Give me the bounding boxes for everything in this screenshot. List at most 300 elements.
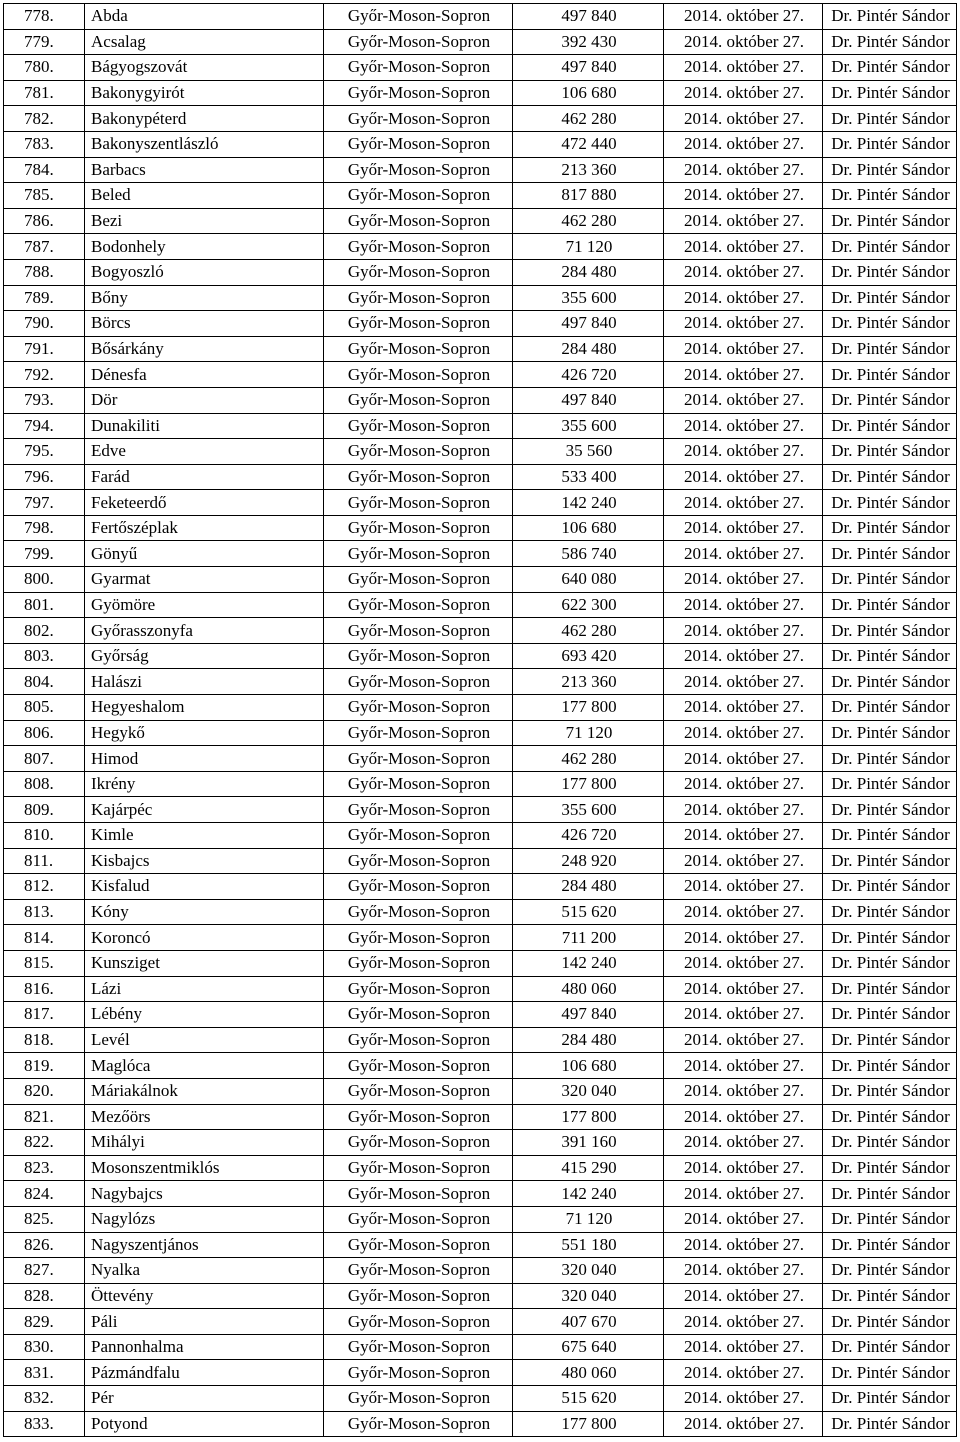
amount-value: 177 800 bbox=[513, 1104, 664, 1130]
county-name: Győr-Moson-Sopron bbox=[324, 490, 513, 516]
row-number: 831. bbox=[4, 1360, 85, 1386]
date-value: 2014. október 27. bbox=[664, 1283, 823, 1309]
signatory-name: Dr. Pintér Sándor bbox=[823, 874, 957, 900]
date-value: 2014. október 27. bbox=[664, 464, 823, 490]
date-value: 2014. október 27. bbox=[664, 439, 823, 465]
date-value: 2014. október 27. bbox=[664, 1104, 823, 1130]
row-number: 814. bbox=[4, 925, 85, 951]
table-row bbox=[4, 515, 957, 541]
county-name: Győr-Moson-Sopron bbox=[324, 874, 513, 900]
date-value: 2014. október 27. bbox=[664, 925, 823, 951]
county-name: Győr-Moson-Sopron bbox=[324, 29, 513, 55]
settlement-name: Kajárpéc bbox=[85, 797, 324, 823]
settlement-name: Bakonypéterd bbox=[85, 106, 324, 132]
amount-value: 551 180 bbox=[513, 1232, 664, 1258]
table-row bbox=[4, 1360, 957, 1386]
settlement-name: Beled bbox=[85, 183, 324, 209]
amount-value: 415 290 bbox=[513, 1155, 664, 1181]
county-name: Győr-Moson-Sopron bbox=[324, 1078, 513, 1104]
row-number: 812. bbox=[4, 874, 85, 900]
signatory-name: Dr. Pintér Sándor bbox=[823, 1155, 957, 1181]
date-value: 2014. október 27. bbox=[664, 1130, 823, 1156]
county-name: Győr-Moson-Sopron bbox=[324, 106, 513, 132]
county-name: Győr-Moson-Sopron bbox=[324, 695, 513, 721]
county-name: Győr-Moson-Sopron bbox=[324, 771, 513, 797]
date-value: 2014. október 27. bbox=[664, 823, 823, 849]
settlement-name: Kimle bbox=[85, 823, 324, 849]
table-row bbox=[4, 413, 957, 439]
table-row bbox=[4, 848, 957, 874]
amount-value: 640 080 bbox=[513, 567, 664, 593]
county-name: Győr-Moson-Sopron bbox=[324, 234, 513, 260]
settlement-name: Hegyeshalom bbox=[85, 695, 324, 721]
date-value: 2014. október 27. bbox=[664, 362, 823, 388]
amount-value: 462 280 bbox=[513, 746, 664, 772]
county-name: Győr-Moson-Sopron bbox=[324, 1206, 513, 1232]
settlement-name: Barbacs bbox=[85, 157, 324, 183]
row-number: 807. bbox=[4, 746, 85, 772]
settlement-name: Bogyoszló bbox=[85, 259, 324, 285]
settlement-name: Bőny bbox=[85, 285, 324, 311]
row-number: 802. bbox=[4, 618, 85, 644]
row-number: 830. bbox=[4, 1334, 85, 1360]
signatory-name: Dr. Pintér Sándor bbox=[823, 618, 957, 644]
amount-value: 213 360 bbox=[513, 669, 664, 695]
county-name: Győr-Moson-Sopron bbox=[324, 1360, 513, 1386]
table-row bbox=[4, 669, 957, 695]
signatory-name: Dr. Pintér Sándor bbox=[823, 439, 957, 465]
county-name: Győr-Moson-Sopron bbox=[324, 464, 513, 490]
table-row bbox=[4, 1283, 957, 1309]
date-value: 2014. október 27. bbox=[664, 746, 823, 772]
date-value: 2014. október 27. bbox=[664, 4, 823, 30]
row-number: 805. bbox=[4, 695, 85, 721]
date-value: 2014. október 27. bbox=[664, 695, 823, 721]
signatory-name: Dr. Pintér Sándor bbox=[823, 157, 957, 183]
date-value: 2014. október 27. bbox=[664, 490, 823, 516]
row-number: 794. bbox=[4, 413, 85, 439]
amount-value: 355 600 bbox=[513, 285, 664, 311]
amount-value: 515 620 bbox=[513, 1386, 664, 1412]
amount-value: 426 720 bbox=[513, 362, 664, 388]
amount-value: 355 600 bbox=[513, 413, 664, 439]
county-name: Győr-Moson-Sopron bbox=[324, 618, 513, 644]
signatory-name: Dr. Pintér Sándor bbox=[823, 541, 957, 567]
settlement-name: Hegykő bbox=[85, 720, 324, 746]
row-number: 825. bbox=[4, 1206, 85, 1232]
signatory-name: Dr. Pintér Sándor bbox=[823, 1283, 957, 1309]
signatory-name: Dr. Pintér Sándor bbox=[823, 387, 957, 413]
table-row bbox=[4, 592, 957, 618]
amount-value: 497 840 bbox=[513, 1002, 664, 1028]
settlement-name: Pannonhalma bbox=[85, 1334, 324, 1360]
county-name: Győr-Moson-Sopron bbox=[324, 899, 513, 925]
table-row bbox=[4, 874, 957, 900]
amount-value: 142 240 bbox=[513, 490, 664, 516]
amount-value: 142 240 bbox=[513, 1181, 664, 1207]
grant-table bbox=[3, 3, 957, 1437]
table-row bbox=[4, 950, 957, 976]
county-name: Győr-Moson-Sopron bbox=[324, 592, 513, 618]
table-row bbox=[4, 259, 957, 285]
table-row bbox=[4, 771, 957, 797]
amount-value: 177 800 bbox=[513, 1411, 664, 1437]
signatory-name: Dr. Pintér Sándor bbox=[823, 1309, 957, 1335]
signatory-name: Dr. Pintér Sándor bbox=[823, 950, 957, 976]
county-name: Győr-Moson-Sopron bbox=[324, 746, 513, 772]
settlement-name: Máriakálnok bbox=[85, 1078, 324, 1104]
county-name: Győr-Moson-Sopron bbox=[324, 848, 513, 874]
date-value: 2014. október 27. bbox=[664, 387, 823, 413]
settlement-name: Kunsziget bbox=[85, 950, 324, 976]
row-number: 820. bbox=[4, 1078, 85, 1104]
table-row bbox=[4, 746, 957, 772]
amount-value: 355 600 bbox=[513, 797, 664, 823]
amount-value: 586 740 bbox=[513, 541, 664, 567]
row-number: 824. bbox=[4, 1181, 85, 1207]
settlement-name: Mezőörs bbox=[85, 1104, 324, 1130]
table-row bbox=[4, 285, 957, 311]
date-value: 2014. október 27. bbox=[664, 720, 823, 746]
date-value: 2014. október 27. bbox=[664, 55, 823, 81]
settlement-name: Pér bbox=[85, 1386, 324, 1412]
amount-value: 533 400 bbox=[513, 464, 664, 490]
amount-value: 622 300 bbox=[513, 592, 664, 618]
date-value: 2014. október 27. bbox=[664, 874, 823, 900]
settlement-name: Maglóca bbox=[85, 1053, 324, 1079]
settlement-name: Bakonygyirót bbox=[85, 80, 324, 106]
table-row bbox=[4, 925, 957, 951]
table-row bbox=[4, 1027, 957, 1053]
row-number: 789. bbox=[4, 285, 85, 311]
table-row bbox=[4, 464, 957, 490]
signatory-name: Dr. Pintér Sándor bbox=[823, 823, 957, 849]
amount-value: 480 060 bbox=[513, 1360, 664, 1386]
table-row bbox=[4, 643, 957, 669]
signatory-name: Dr. Pintér Sándor bbox=[823, 720, 957, 746]
signatory-name: Dr. Pintér Sándor bbox=[823, 131, 957, 157]
amount-value: 462 280 bbox=[513, 618, 664, 644]
table-row bbox=[4, 1232, 957, 1258]
county-name: Győr-Moson-Sopron bbox=[324, 1334, 513, 1360]
signatory-name: Dr. Pintér Sándor bbox=[823, 643, 957, 669]
date-value: 2014. október 27. bbox=[664, 1155, 823, 1181]
table-row bbox=[4, 29, 957, 55]
amount-value: 177 800 bbox=[513, 771, 664, 797]
county-name: Győr-Moson-Sopron bbox=[324, 1386, 513, 1412]
county-name: Győr-Moson-Sopron bbox=[324, 387, 513, 413]
amount-value: 106 680 bbox=[513, 1053, 664, 1079]
date-value: 2014. október 27. bbox=[664, 1002, 823, 1028]
signatory-name: Dr. Pintér Sándor bbox=[823, 899, 957, 925]
signatory-name: Dr. Pintér Sándor bbox=[823, 106, 957, 132]
date-value: 2014. október 27. bbox=[664, 285, 823, 311]
signatory-name: Dr. Pintér Sándor bbox=[823, 285, 957, 311]
county-name: Győr-Moson-Sopron bbox=[324, 1232, 513, 1258]
amount-value: 392 430 bbox=[513, 29, 664, 55]
row-number: 815. bbox=[4, 950, 85, 976]
table-row bbox=[4, 362, 957, 388]
row-number: 785. bbox=[4, 183, 85, 209]
amount-value: 35 560 bbox=[513, 439, 664, 465]
date-value: 2014. október 27. bbox=[664, 771, 823, 797]
table-row bbox=[4, 1104, 957, 1130]
amount-value: 515 620 bbox=[513, 899, 664, 925]
date-value: 2014. október 27. bbox=[664, 592, 823, 618]
table-row bbox=[4, 1053, 957, 1079]
county-name: Győr-Moson-Sopron bbox=[324, 1104, 513, 1130]
signatory-name: Dr. Pintér Sándor bbox=[823, 1206, 957, 1232]
date-value: 2014. október 27. bbox=[664, 797, 823, 823]
settlement-name: Feketeerdő bbox=[85, 490, 324, 516]
amount-value: 177 800 bbox=[513, 695, 664, 721]
table-row bbox=[4, 131, 957, 157]
amount-value: 106 680 bbox=[513, 515, 664, 541]
date-value: 2014. október 27. bbox=[664, 413, 823, 439]
county-name: Győr-Moson-Sopron bbox=[324, 1027, 513, 1053]
signatory-name: Dr. Pintér Sándor bbox=[823, 1258, 957, 1284]
county-name: Győr-Moson-Sopron bbox=[324, 131, 513, 157]
table-row bbox=[4, 183, 957, 209]
amount-value: 711 200 bbox=[513, 925, 664, 951]
row-number: 797. bbox=[4, 490, 85, 516]
county-name: Győr-Moson-Sopron bbox=[324, 285, 513, 311]
date-value: 2014. október 27. bbox=[664, 259, 823, 285]
county-name: Győr-Moson-Sopron bbox=[324, 4, 513, 30]
signatory-name: Dr. Pintér Sándor bbox=[823, 1053, 957, 1079]
signatory-name: Dr. Pintér Sándor bbox=[823, 797, 957, 823]
settlement-name: Bodonhely bbox=[85, 234, 324, 260]
signatory-name: Dr. Pintér Sándor bbox=[823, 208, 957, 234]
county-name: Győr-Moson-Sopron bbox=[324, 541, 513, 567]
county-name: Győr-Moson-Sopron bbox=[324, 925, 513, 951]
county-name: Győr-Moson-Sopron bbox=[324, 259, 513, 285]
table-row bbox=[4, 1411, 957, 1437]
county-name: Győr-Moson-Sopron bbox=[324, 669, 513, 695]
date-value: 2014. október 27. bbox=[664, 336, 823, 362]
amount-value: 693 420 bbox=[513, 643, 664, 669]
row-number: 784. bbox=[4, 157, 85, 183]
table-row bbox=[4, 55, 957, 81]
county-name: Győr-Moson-Sopron bbox=[324, 823, 513, 849]
table-row bbox=[4, 311, 957, 337]
amount-value: 675 640 bbox=[513, 1334, 664, 1360]
date-value: 2014. október 27. bbox=[664, 1181, 823, 1207]
date-value: 2014. október 27. bbox=[664, 183, 823, 209]
row-number: 795. bbox=[4, 439, 85, 465]
signatory-name: Dr. Pintér Sándor bbox=[823, 976, 957, 1002]
signatory-name: Dr. Pintér Sándor bbox=[823, 567, 957, 593]
county-name: Győr-Moson-Sopron bbox=[324, 1283, 513, 1309]
settlement-name: Abda bbox=[85, 4, 324, 30]
table-row bbox=[4, 336, 957, 362]
amount-value: 426 720 bbox=[513, 823, 664, 849]
table-row bbox=[4, 1334, 957, 1360]
county-name: Győr-Moson-Sopron bbox=[324, 80, 513, 106]
settlement-name: Pázmándfalu bbox=[85, 1360, 324, 1386]
date-value: 2014. október 27. bbox=[664, 976, 823, 1002]
table-row bbox=[4, 567, 957, 593]
settlement-name: Nagybajcs bbox=[85, 1181, 324, 1207]
signatory-name: Dr. Pintér Sándor bbox=[823, 1181, 957, 1207]
signatory-name: Dr. Pintér Sándor bbox=[823, 311, 957, 337]
signatory-name: Dr. Pintér Sándor bbox=[823, 1027, 957, 1053]
settlement-name: Lébény bbox=[85, 1002, 324, 1028]
signatory-name: Dr. Pintér Sándor bbox=[823, 1002, 957, 1028]
signatory-name: Dr. Pintér Sándor bbox=[823, 29, 957, 55]
table-row bbox=[4, 899, 957, 925]
signatory-name: Dr. Pintér Sándor bbox=[823, 1078, 957, 1104]
amount-value: 284 480 bbox=[513, 259, 664, 285]
settlement-name: Himod bbox=[85, 746, 324, 772]
settlement-name: Mihályi bbox=[85, 1130, 324, 1156]
signatory-name: Dr. Pintér Sándor bbox=[823, 1334, 957, 1360]
amount-value: 284 480 bbox=[513, 1027, 664, 1053]
date-value: 2014. október 27. bbox=[664, 541, 823, 567]
table-row bbox=[4, 1181, 957, 1207]
signatory-name: Dr. Pintér Sándor bbox=[823, 925, 957, 951]
row-number: 786. bbox=[4, 208, 85, 234]
amount-value: 106 680 bbox=[513, 80, 664, 106]
signatory-name: Dr. Pintér Sándor bbox=[823, 1386, 957, 1412]
row-number: 782. bbox=[4, 106, 85, 132]
signatory-name: Dr. Pintér Sándor bbox=[823, 848, 957, 874]
row-number: 792. bbox=[4, 362, 85, 388]
amount-value: 320 040 bbox=[513, 1283, 664, 1309]
row-number: 809. bbox=[4, 797, 85, 823]
signatory-name: Dr. Pintér Sándor bbox=[823, 413, 957, 439]
settlement-name: Nagylózs bbox=[85, 1206, 324, 1232]
county-name: Győr-Moson-Sopron bbox=[324, 413, 513, 439]
settlement-name: Fertőszéplak bbox=[85, 515, 324, 541]
row-number: 829. bbox=[4, 1309, 85, 1335]
amount-value: 142 240 bbox=[513, 950, 664, 976]
date-value: 2014. október 27. bbox=[664, 1027, 823, 1053]
settlement-name: Dör bbox=[85, 387, 324, 413]
settlement-name: Koroncó bbox=[85, 925, 324, 951]
date-value: 2014. október 27. bbox=[664, 1309, 823, 1335]
amount-value: 817 880 bbox=[513, 183, 664, 209]
signatory-name: Dr. Pintér Sándor bbox=[823, 80, 957, 106]
settlement-name: Börcs bbox=[85, 311, 324, 337]
county-name: Győr-Moson-Sopron bbox=[324, 336, 513, 362]
county-name: Győr-Moson-Sopron bbox=[324, 1002, 513, 1028]
row-number: 822. bbox=[4, 1130, 85, 1156]
amount-value: 71 120 bbox=[513, 1206, 664, 1232]
signatory-name: Dr. Pintér Sándor bbox=[823, 1130, 957, 1156]
row-number: 799. bbox=[4, 541, 85, 567]
date-value: 2014. október 27. bbox=[664, 1053, 823, 1079]
settlement-name: Győrság bbox=[85, 643, 324, 669]
row-number: 803. bbox=[4, 643, 85, 669]
row-number: 804. bbox=[4, 669, 85, 695]
table-row bbox=[4, 1206, 957, 1232]
date-value: 2014. október 27. bbox=[664, 515, 823, 541]
date-value: 2014. október 27. bbox=[664, 208, 823, 234]
settlement-name: Acsalag bbox=[85, 29, 324, 55]
signatory-name: Dr. Pintér Sándor bbox=[823, 1411, 957, 1437]
settlement-name: Bezi bbox=[85, 208, 324, 234]
date-value: 2014. október 27. bbox=[664, 1206, 823, 1232]
signatory-name: Dr. Pintér Sándor bbox=[823, 4, 957, 30]
amount-value: 320 040 bbox=[513, 1258, 664, 1284]
amount-value: 497 840 bbox=[513, 387, 664, 413]
signatory-name: Dr. Pintér Sándor bbox=[823, 515, 957, 541]
date-value: 2014. október 27. bbox=[664, 80, 823, 106]
county-name: Győr-Moson-Sopron bbox=[324, 311, 513, 337]
settlement-name: Mosonszentmiklós bbox=[85, 1155, 324, 1181]
row-number: 779. bbox=[4, 29, 85, 55]
county-name: Győr-Moson-Sopron bbox=[324, 567, 513, 593]
signatory-name: Dr. Pintér Sándor bbox=[823, 669, 957, 695]
date-value: 2014. október 27. bbox=[664, 1386, 823, 1412]
settlement-name: Bakonyszentlászló bbox=[85, 131, 324, 157]
row-number: 821. bbox=[4, 1104, 85, 1130]
date-value: 2014. október 27. bbox=[664, 311, 823, 337]
table-row bbox=[4, 387, 957, 413]
amount-value: 497 840 bbox=[513, 4, 664, 30]
table-row bbox=[4, 541, 957, 567]
date-value: 2014. október 27. bbox=[664, 618, 823, 644]
row-number: 826. bbox=[4, 1232, 85, 1258]
amount-value: 320 040 bbox=[513, 1078, 664, 1104]
table-row bbox=[4, 1078, 957, 1104]
signatory-name: Dr. Pintér Sándor bbox=[823, 695, 957, 721]
signatory-name: Dr. Pintér Sándor bbox=[823, 1360, 957, 1386]
row-number: 783. bbox=[4, 131, 85, 157]
settlement-name: Dénesfa bbox=[85, 362, 324, 388]
date-value: 2014. október 27. bbox=[664, 950, 823, 976]
date-value: 2014. október 27. bbox=[664, 899, 823, 925]
table-row bbox=[4, 234, 957, 260]
table-row bbox=[4, 1155, 957, 1181]
settlement-name: Bősárkány bbox=[85, 336, 324, 362]
row-number: 791. bbox=[4, 336, 85, 362]
county-name: Győr-Moson-Sopron bbox=[324, 208, 513, 234]
row-number: 806. bbox=[4, 720, 85, 746]
date-value: 2014. október 27. bbox=[664, 1360, 823, 1386]
row-number: 790. bbox=[4, 311, 85, 337]
amount-value: 472 440 bbox=[513, 131, 664, 157]
county-name: Győr-Moson-Sopron bbox=[324, 643, 513, 669]
row-number: 808. bbox=[4, 771, 85, 797]
settlement-name: Nyalka bbox=[85, 1258, 324, 1284]
signatory-name: Dr. Pintér Sándor bbox=[823, 55, 957, 81]
table-row bbox=[4, 720, 957, 746]
row-number: 819. bbox=[4, 1053, 85, 1079]
signatory-name: Dr. Pintér Sándor bbox=[823, 592, 957, 618]
row-number: 801. bbox=[4, 592, 85, 618]
signatory-name: Dr. Pintér Sándor bbox=[823, 771, 957, 797]
table-row bbox=[4, 695, 957, 721]
table-row bbox=[4, 797, 957, 823]
settlement-name: Kóny bbox=[85, 899, 324, 925]
county-name: Győr-Moson-Sopron bbox=[324, 1155, 513, 1181]
county-name: Győr-Moson-Sopron bbox=[324, 439, 513, 465]
settlement-name: Dunakiliti bbox=[85, 413, 324, 439]
row-number: 828. bbox=[4, 1283, 85, 1309]
date-value: 2014. október 27. bbox=[664, 1232, 823, 1258]
signatory-name: Dr. Pintér Sándor bbox=[823, 464, 957, 490]
signatory-name: Dr. Pintér Sándor bbox=[823, 746, 957, 772]
amount-value: 497 840 bbox=[513, 311, 664, 337]
amount-value: 391 160 bbox=[513, 1130, 664, 1156]
row-number: 813. bbox=[4, 899, 85, 925]
date-value: 2014. október 27. bbox=[664, 567, 823, 593]
row-number: 793. bbox=[4, 387, 85, 413]
settlement-name: Gönyű bbox=[85, 541, 324, 567]
county-name: Győr-Moson-Sopron bbox=[324, 1309, 513, 1335]
